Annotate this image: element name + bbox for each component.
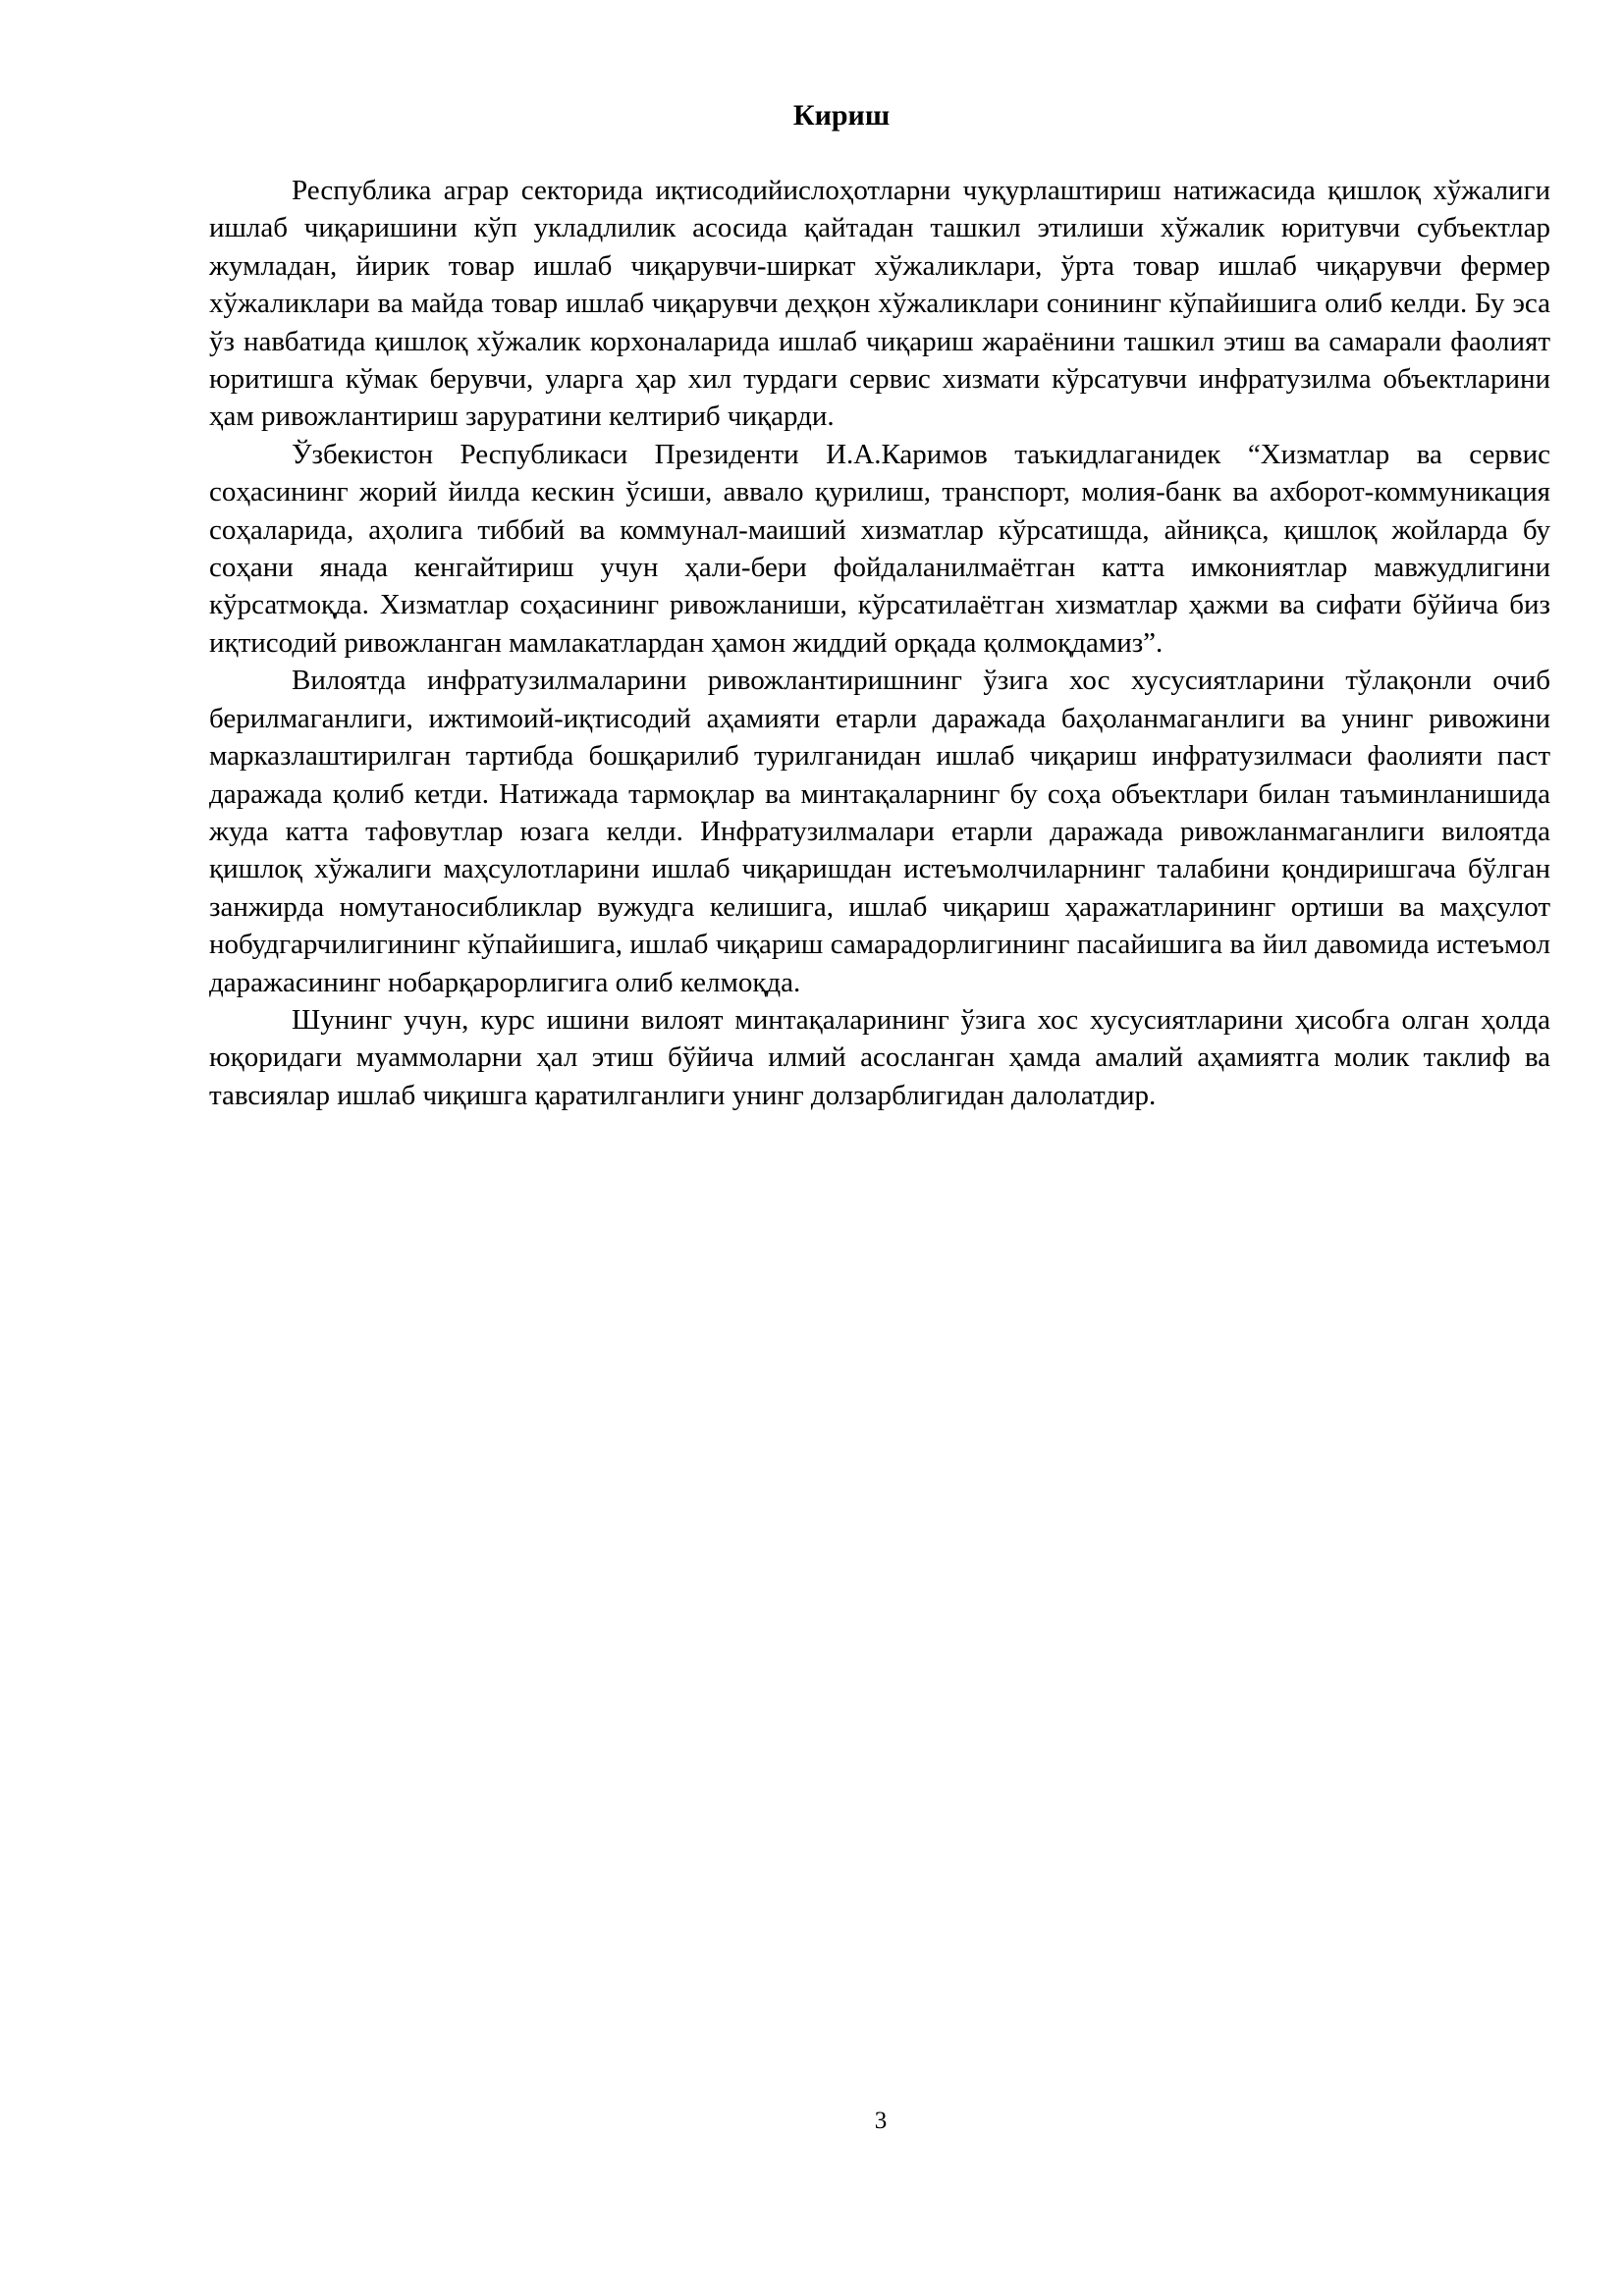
- paragraph-4: Шунинг учун, курс ишини вилоят минтақаларининг ўзига хос хусусиятларини ҳисобга олган ҳолда юқоридаги муаммоларни ҳал этиш бўйича илмий асосланган ҳамда амалий аҳамиятга молик таклиф ва тавсиялар ишлаб чиқишга қаратилганлиги унинг долзарблигидан далолатдир.: [209, 1003, 1550, 1111]
- page-title: Кириш: [792, 99, 891, 132]
- page-number: 3: [874, 2108, 888, 2134]
- paragraph-1: Республика аграр секторида иқтисодийислоҳотларни чуқурлаштириш натижасида қишлоқ хўжалиги ишлаб чиқаришини кўп укладлилик асосида қайтадан ташкил этилиши хўжалик юритувчи субъектлар жумладан, йирик товар ишлаб чиқарувчи-ширкат хўжаликлари, ўрта товар ишлаб чиқарувчи фермер хўжаликлари ва майда товар ишлаб чиқарувчи деҳқон хўжаликлари сонининг кўпайишига олиб келди. Бу эса ўз навбатида қишлоқ хўжалик корхоналарида ишлаб чиқариш жараёнини ташкил этиш ва самарали фаолият юритишга кўмак берувчи, уларга ҳар хил турдаги сервис хизмати кўрсатувчи инфратузилма объектларини ҳам ривожлантириш заруратини келтириб чиқарди.: [209, 175, 1550, 433]
- paragraph-2: Ўзбекистон Республикаси Президенти И.А.Каримов таъкидлаганидек “Хизматлар ва сервис соҳасининг жорий йилда кескин ўсиши, аввало қурилиш, транспорт, молия-банк ва ахборот-коммуникация соҳаларида, аҳолига тиббий ва коммунал-маиший хизматлар кўрсатишда, айниқса, қишлоқ жойларда бу соҳани янада кенгайтириш учун ҳали-бери фойдаланилмаётган катта имкониятлар мавжудлигини кўрсатмоқда. Хизматлар соҳасининг ривожланиши, кўрсатилаётган хизматлар ҳажми ва сифати бўйича биз иқтисодий ривожланган мамлакатлардан ҳамон жиддий орқада қолмоқдамиз”.: [209, 438, 1550, 659]
- paragraph-3: Вилоятда инфратузилмаларини ривожлантиришнинг ўзига хос хусусиятларини тўлақонли очиб берилмаганлиги, ижтимоий-иқтисодий аҳамияти етарли даражада баҳоланмаганлиги ва унинг ривожини марказлаштирилган тартибда бошқарилиб турилганидан ишлаб чиқариш инфратузилмаси фаолияти паст даражада қолиб кетди. Натижада тармоқлар ва минтақаларнинг бу соҳа объектлари билан таъминланишида жуда катта тафовутлар юзага келди. Инфратузилмалари етарли даражада ривожланмаганлиги вилоятда қишлоқ хўжалиги маҳсулотларини ишлаб чиқаришдан истеъмолчиларнинг талабини қондиришгача бўлган занжирда номутаносибликлар вужудга келишига, ишлаб чиқариш ҳаражатларининг ортиши ва маҳсулот нобудгарчилигининг кўпайишига, ишлаб чиқариш самарадорлигининг пасайишига ва йил давомида истеъмол даражасининг нобарқарорлигига олиб келмоқда.: [209, 665, 1550, 998]
- body-text: [209, 172, 1550, 1114]
